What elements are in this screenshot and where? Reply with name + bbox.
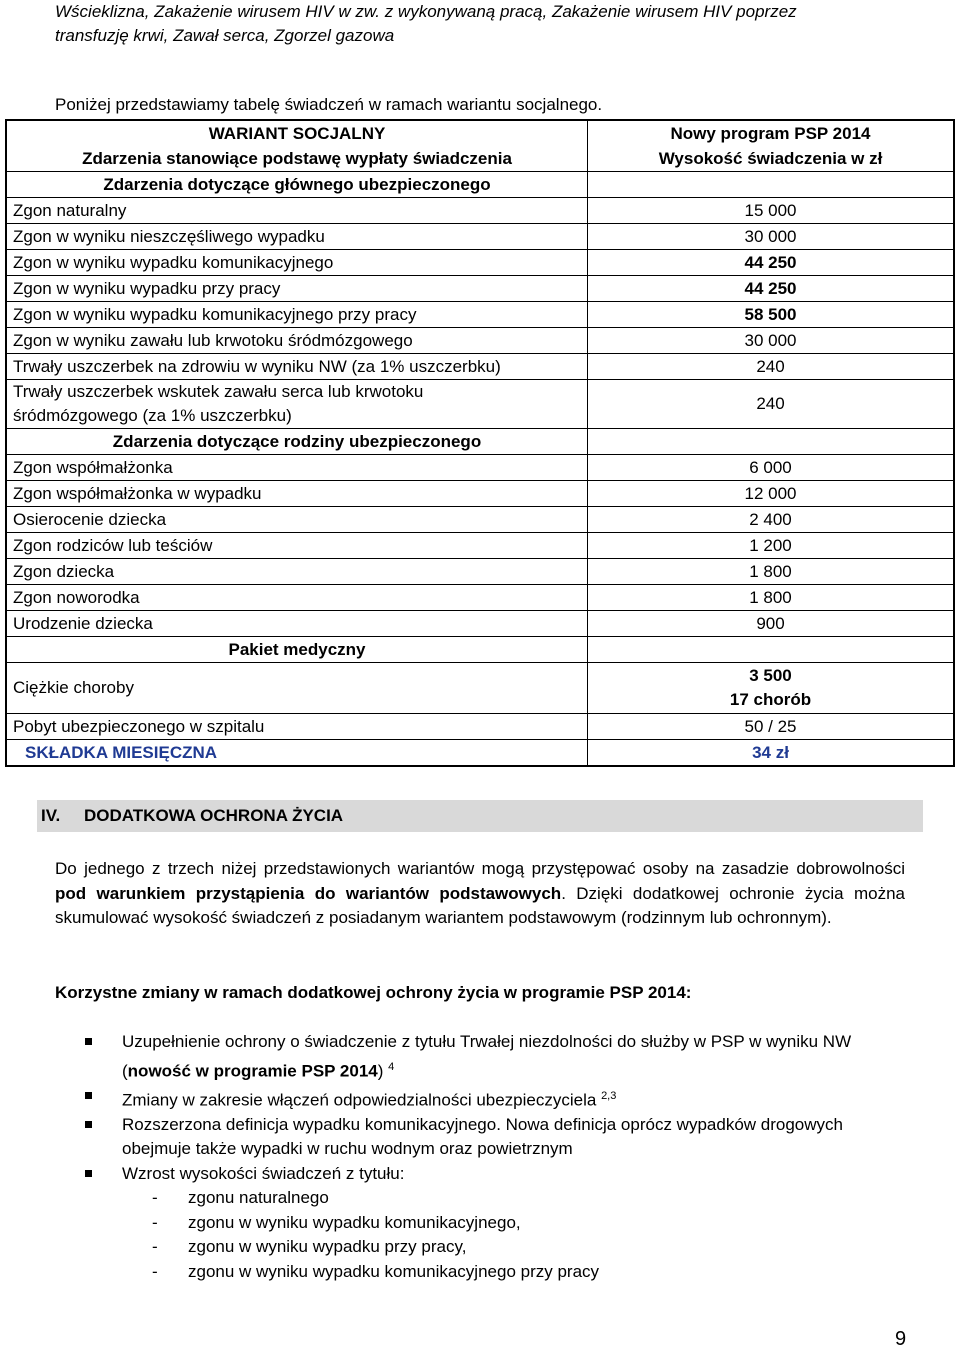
event-cell: Zgon naturalny	[6, 198, 588, 224]
empty-cell	[588, 429, 955, 455]
premium-label: SKŁADKA MIESIĘCZNA	[6, 740, 588, 767]
table-row	[6, 250, 954, 276]
header-col1-title: WARIANT SOCJALNY	[6, 120, 588, 146]
event-cell: Urodzenie dziecka	[6, 611, 588, 637]
table-row	[6, 533, 954, 559]
event-cell: Osierocenie dziecka	[6, 507, 588, 533]
changes-list	[85, 1030, 905, 1284]
event-cell: Pobyt ubezpieczonego w szpitalu	[6, 714, 588, 740]
event-cell: Zgon współmałżonka w wypadku	[6, 481, 588, 507]
amount-cell: 240	[588, 380, 955, 429]
table-intro: Poniżej przedstawiamy tabelę świadczeń w ramach wariantu socjalnego.	[55, 95, 603, 114]
dash-text: zgonu w wyniku wypadku przy pracy,	[188, 1237, 467, 1257]
section-title: DODATKOWA OCHRONA ŻYCIA	[84, 806, 344, 825]
dash-mark: -	[152, 1261, 158, 1281]
header-col2-subtitle: Wysokość świadczenia w zł	[588, 146, 955, 172]
dash-item	[152, 1186, 905, 1211]
benefits-table	[5, 119, 955, 767]
bullet-text-end: )	[377, 1061, 389, 1081]
list-item	[85, 1030, 905, 1084]
intro-line-2: transfuzję krwi, Zawał serca, Zgorzel gazowa	[55, 26, 395, 45]
table-row	[6, 663, 954, 714]
event-cell: Zgon w wyniku wypadku przy pracy	[6, 276, 588, 302]
premium-row	[6, 740, 954, 767]
table-header-row	[6, 120, 954, 146]
event-cell: Ciężkie choroby	[6, 663, 588, 714]
amount-cell: 30 000	[588, 224, 955, 250]
dash-text: zgonu w wyniku wypadku komunikacyjnego,	[188, 1212, 521, 1232]
page-number: 9	[895, 1328, 907, 1350]
header-col2-title: Nowy program PSP 2014	[588, 120, 955, 146]
table-row	[6, 224, 954, 250]
amount-cell: 1 800	[588, 559, 955, 585]
bullet-text: Wzrost wysokości świadczeń z tytułu:	[122, 1163, 405, 1183]
event-cell: Zgon rodziców lub teściów	[6, 533, 588, 559]
square-bullet-icon	[85, 1170, 92, 1177]
square-bullet-icon	[85, 1121, 92, 1128]
section-medical-label: Pakiet medyczny	[6, 637, 588, 663]
square-bullet-icon	[85, 1038, 92, 1045]
illness-note: 17 chorób	[729, 690, 812, 709]
dash-text: zgonu naturalnego	[188, 1188, 329, 1208]
table-row	[6, 198, 954, 224]
dash-item	[152, 1211, 905, 1236]
table-row	[6, 481, 954, 507]
event-cell: Zgon w wyniku wypadku komunikacyjnego	[6, 250, 588, 276]
dash-item	[152, 1235, 905, 1260]
amount-cell: 1 200	[588, 533, 955, 559]
empty-cell	[588, 637, 955, 663]
amount-cell: 44 250	[588, 250, 955, 276]
table-row	[6, 328, 954, 354]
square-bullet-icon	[85, 1092, 92, 1099]
section-paragraph	[55, 857, 905, 931]
dash-mark: -	[152, 1188, 158, 1208]
changes-heading: Korzystne zmiany w ramach dodatkowej ochrony życia w programie PSP 2014:	[55, 983, 692, 1002]
amount-cell: 12 000	[588, 481, 955, 507]
table-row	[6, 380, 954, 429]
amount-cell	[588, 663, 955, 714]
dash-text: zgonu w wyniku wypadku komunikacyjnego przy pracy	[188, 1261, 600, 1281]
amount-cell: 30 000	[588, 328, 955, 354]
footnote-ref: 2,3	[601, 1089, 617, 1102]
dash-list	[122, 1186, 905, 1284]
bullet-text: Zmiany w zakresie włączeń odpowiedzialności ubezpieczyciela	[122, 1090, 602, 1110]
event-cell: Zgon w wyniku wypadku komunikacyjnego przy pracy	[6, 302, 588, 328]
section-family-label: Zdarzenia dotyczące rodziny ubezpieczonego	[6, 429, 588, 455]
section-row	[6, 172, 954, 198]
amount-cell: 1 800	[588, 585, 955, 611]
section-heading	[37, 800, 923, 832]
event-cell: Trwały uszczerbek na zdrowiu w wyniku NW (za 1% uszczerbku)	[6, 354, 588, 380]
amount-cell: 240	[588, 354, 955, 380]
table-row	[6, 611, 954, 637]
table-row	[6, 585, 954, 611]
table-row	[6, 276, 954, 302]
premium-amount: 34 zł	[588, 740, 955, 767]
bullet-text: Rozszerzona definicja wypadku komunikacyjnego. Nowa definicja oprócz wypadków drogowych obejmuje także wypadki w ruchu wodnym oraz powietrznym	[122, 1114, 843, 1159]
section-main-label: Zdarzenia dotyczące głównego ubezpieczonego	[6, 172, 588, 198]
table-row	[6, 507, 954, 533]
table-row	[6, 354, 954, 380]
table-row	[6, 559, 954, 585]
amount-cell: 2 400	[588, 507, 955, 533]
para-bold-text: pod warunkiem przystąpienia do wariantów podstawowych	[55, 883, 562, 903]
amount-cell: 900	[588, 611, 955, 637]
table-row	[6, 714, 954, 740]
amount-cell: 15 000	[588, 198, 955, 224]
table-header-row	[6, 146, 954, 172]
para-text-end: . Dzięki dodatkowej ochronie życia można skumulować wysokość świadczeń z posiadanym wariantem podstawowym (rodzinnym lub ochronnym).	[55, 883, 905, 927]
section-row	[6, 637, 954, 663]
list-item	[85, 1162, 905, 1285]
stroke-line-1: Trwały uszczerbek wskutek zawału serca lub krwotoku	[13, 382, 424, 401]
intro-line-1: Wścieklizna, Zakażenie wirusem HIV w zw. z wykonywaną pracą, Zakażenie wirusem HIV poprzez	[55, 2, 797, 21]
amount-cell: 44 250	[588, 276, 955, 302]
table-row	[6, 455, 954, 481]
header-col1-subtitle: Zdarzenia stanowiące podstawę wypłaty świadczenia	[6, 146, 588, 172]
bullet-bold: nowość w programie PSP 2014	[127, 1061, 378, 1081]
amount-cell: 58 500	[588, 302, 955, 328]
event-cell: Zgon w wyniku nieszczęśliwego wypadku	[6, 224, 588, 250]
illness-amount: 3 500	[749, 666, 792, 685]
section-number: IV.	[41, 806, 61, 825]
list-item	[85, 1084, 905, 1113]
footnote-ref: 4	[388, 1060, 395, 1073]
bullet-text: Uzupełnienie ochrony o świadczenie z tytułu Trwałej niezdolności do służby w PSP w wyniku NW (	[122, 1032, 852, 1081]
dash-mark: -	[152, 1212, 158, 1232]
event-cell	[6, 380, 588, 429]
intro-italic-text	[55, 0, 925, 48]
amount-cell: 50 / 25	[588, 714, 955, 740]
section-row	[6, 429, 954, 455]
event-cell: Zgon dziecka	[6, 559, 588, 585]
event-cell: Zgon współmałżonka	[6, 455, 588, 481]
stroke-line-2: śródmózgowego (za 1% uszczerbku)	[13, 406, 292, 425]
event-cell: Zgon noworodka	[6, 585, 588, 611]
para-text: Do jednego z trzech niżej przedstawionych wariantów mogą przystępować osoby na zasadzie dobrowolności	[55, 859, 905, 878]
list-item	[85, 1113, 905, 1162]
event-cell: Zgon w wyniku zawału lub krwotoku śródmózgowego	[6, 328, 588, 354]
table-row	[6, 302, 954, 328]
dash-item	[152, 1260, 905, 1285]
amount-cell: 6 000	[588, 455, 955, 481]
empty-cell	[588, 172, 955, 198]
dash-mark: -	[152, 1237, 158, 1257]
